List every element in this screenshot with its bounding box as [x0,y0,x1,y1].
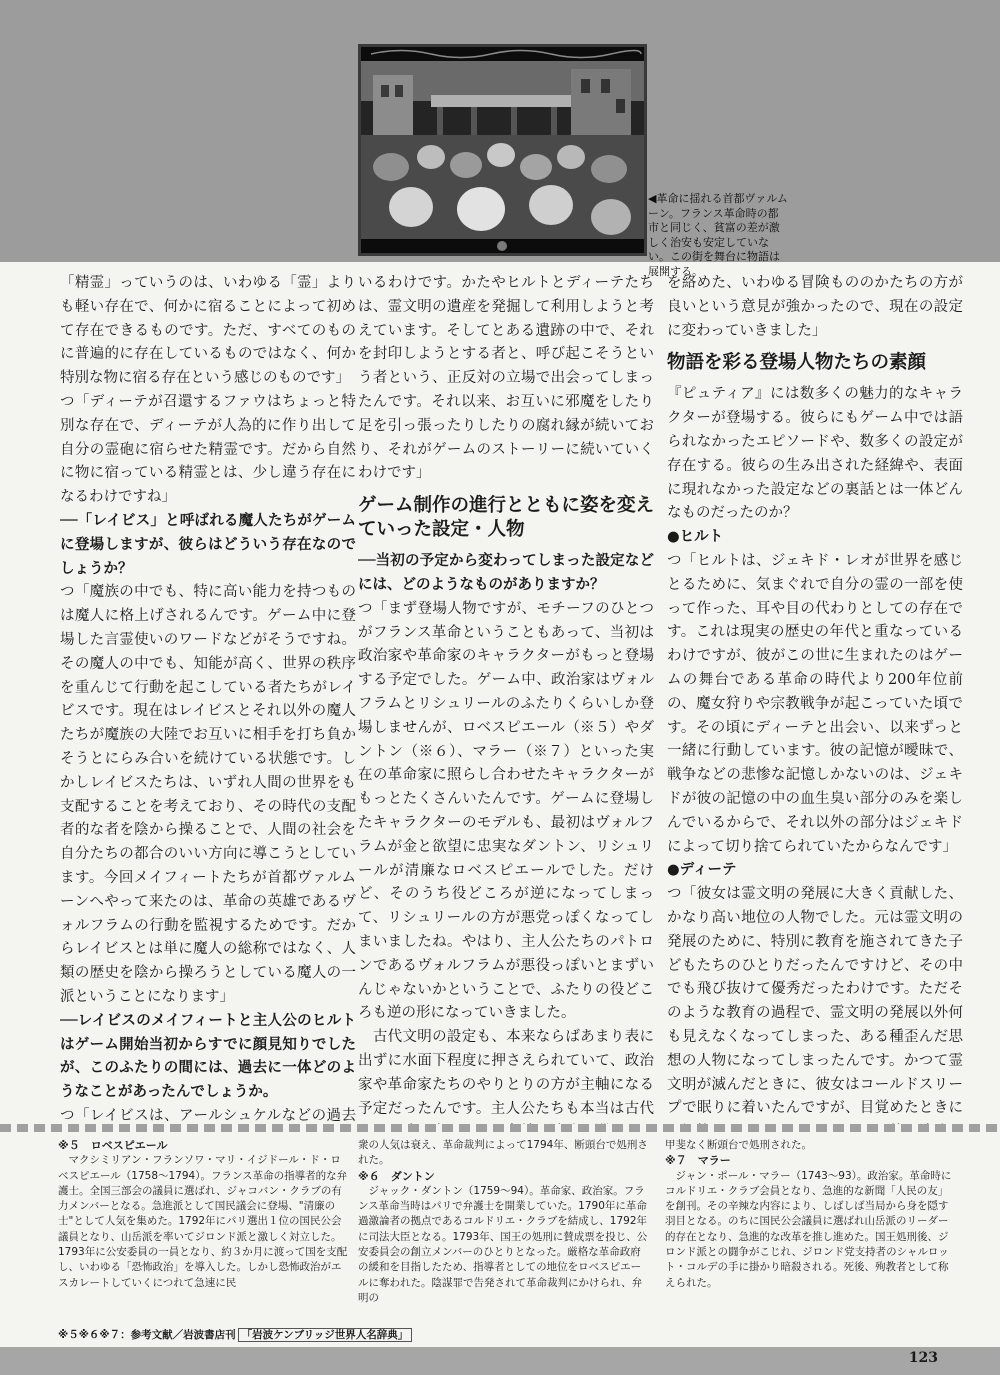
paragraph: を絡めた、いわゆる冒険もののかたちの方が良いという意見が強かったので、現在の設定に変わっていきました」 [667,275,963,339]
footnote-column-2 [358,1138,648,1322]
footnote-column-3 [665,1138,955,1322]
interview-question: ──当初の予定から変わってしまった設定などには、どのようなものがありますか？ [358,553,654,593]
interview-question: ──レイビスのメイフィートと主人公のヒルトはゲーム開始当初からすでに顔見知りでしたが、このふたりの間には、過去に一体どのようなことがあったんでしょうか。 [60,1012,356,1101]
page-number: 123 [908,1350,938,1366]
reference-label: ※５※６※７：参考文献／岩波書店刊 [58,1329,236,1341]
paragraph: つ「レイビスは、アールシュケルなどの過去 [60,1107,356,1124]
footnote-heading: ※６ ダントン [358,1169,435,1183]
section-heading: 物語を彩る登場人物たちの素顔 [667,352,927,374]
section-heading: ゲーム制作の進行とともに姿を変えていった設定・人物 [358,495,654,541]
image-caption: ◀革命に揺れる首都ヴァルムーン。フランス革命時の都市と同じく、貧富の差が激しく治安も安定していない。この街を舞台に物語は展開する。 [648,192,788,278]
reference-book-title: 「岩波ケンブリッジ世界人名辞典」 [238,1328,413,1342]
footnote-heading: ※５ ロベスピエール [58,1139,168,1152]
article-column-3 [667,272,963,1124]
character-heading: ●ディーテ [667,862,737,879]
paragraph: ジャン・ポール・マラー（1743〜93）。政治家。革命時にコルドリエ・クラブ会員となり、急進的な新聞「人民の友」を創刊。その辛辣な内容により、しばしば当局から身を隠す羽目となる。のちに国民公会議員に選ばれ山岳派のリーダー的存在となり、急進的な改革を推し進めた。国王処刑後、ジロンド派との闘争がこじれ、ジロンド党支持者のシャルロット・コルデの手に掛かり暗殺される。死後、殉教者として称えられた。 [665,1169,952,1289]
header-band [0,0,1000,278]
footnote-column-1 [58,1138,348,1322]
paragraph: つ「まず登場人物ですが、モチーフのひとつがフランス革命ということもあって、当初は政治家や革命家のキャラクターがもっと登場する予定でした。ゲーム中、政治家はヴォルフラムとリシュリールのふたりくらいしか登場しませんが、ロベスピエール（※５）やダントン（※６）、マラー（※７）といった実在の革命家に照らし合わせたキャラクターがもっとたくさんいたんです。ゲームに登場したキャラクターのモデルも、最初はヴォルフラムが金と欲望に忠実なダントン、リシュリールが清廉なロベスピエールでした。だけど、そのうち役どころが逆になってしまって、リシュリールの方が悪党っぽくなってしまいましたね。やはり、主人公たちのパトロンであるヴォルフラムが悪役っぽいとまずいんじゃないかということで、ふたりの役どころも逆の形になっていきました。 [358,600,654,1022]
paragraph: ジャック・ダントン（1759〜94）。革命家、政治家。フランス革命当時はパリで弁護士を開業していた。1790年に革命過激論者の拠点であるコルドリエ・クラブを結成し、1792年に司法大臣となる。1793年、国王の処刑に賛成票を投じ、公安委員会の創立メンバーのひとりとなった。厳格な革命政府の緩和を目指したため、指導者としての地位をロベスピエールに奪われた。陰謀罪で告発されて革命裁判にかけられ、弁明の [358,1184,648,1304]
article-column-1 [60,272,356,1124]
paragraph: 「精霊」っていうのは、いわゆる「霊」よりも軽い存在で、何かに宿ることによって初めて存在できるものです。ただ、すべてのものに普遍的に存在しているものではなく、何か特別な物に宿る存在という感じのものです」 [60,275,356,387]
reference-note [58,1328,412,1342]
crowd-scene-illustration [361,47,644,253]
paragraph: 古代文明の設定も、本来ならばあまり表に出ずに水面下程度に押さえられていて、政治家や革命家たちのやりとりの方が主軸になる予定だったんです。主人公たちも本当は古代 [358,1029,654,1117]
paragraph: 衆の人気は衰え、革命裁判によって1794年、断頭台で処刑された。 [358,1139,648,1167]
interview-question: ──「レイビス」と呼ばれる魔人たちがゲームに登場しますが、彼らはどういう存在なのでしょうか？ [60,512,356,577]
paragraph: マクシミリアン・フランソワ・マリ・イジドール・ド・ロベスピエール（1758〜1794）。フランス革命の指導者的な弁護士。全国三部会の議員に選ばれ、ジャコバン・クラブの有力メンバーとなる。急進派として国民議会に登場、"清廉の士"として人気を集めた。1792年にパリ選出１位の国民公会議員となり、山岳派を率いてジロンド派と激しく対立した。1793年に公安委員の一員となり、約３か月に渡って国を支配し、いわゆる「恐怖政治」を導入した。しかし恐怖政治がエスカレートしていくにつれて急速に民 [58,1154,348,1289]
game-screenshot-image [358,44,647,256]
article-column-2 [358,272,654,1124]
paragraph: 『ピュティア』には数多くの魅力的なキャラクターが登場する。彼らにもゲーム中では語られなかったエピソードや、数多くの設定が存在する。彼らの生み出された経緯や、表面に現れなかった設定などの裏話とは一体どんなものだったのか？ [667,386,963,522]
paragraph: つ「ヒルトは、ジェキド・レオが世界を感じとるために、気まぐれで自分の霊の一部を使って作った、耳や目の代わりとしての存在です。これは現実の歴史の年代と重なっているわけですが、彼がこの世に生まれたのはゲームの舞台である革命の時代より200年位前の、魔女狩りや宗教戦争が起こっていた頃です。その頃にディーテと出会い、以来ずっと一緒に行動しています。彼の記憶が曖昧で、戦争などの悲惨な記憶しかないのは、ジェキドが彼の記憶の中の血生臭い部分のみを楽しんでいるからで、それ以外の部分はジェキドによって切り捨てられていたからなんです」 [667,552,963,855]
paragraph: いるわけです。かたやヒルトとディーテたちは、霊文明の遺産を発掘して利用しようと考えています。そしてとある遺跡の中で、それを封印しようとする者と、呼び起こそうという者という、正反対の立場で出会ってしまったんです。それ以来、お互いに邪魔をしたり足を引っ張ったりしたりの腐れ縁が続いており、それがゲームのストーリーに続いていくわけです」 [358,275,654,482]
footnote-heading: ※７ マラー [665,1154,731,1168]
section-divider [0,1124,1000,1132]
paragraph: つ「ディーテが召還するファウはちょっと特別な存在で、ディーテが人為的に作り出して自分の霊砲に宿らせた精霊です。だから自然に物に宿っている精霊とは、少し違う存在になるわけですね」 [60,393,356,506]
paragraph: つ「彼女は霊文明の発展に大きく貢献した、かなり高い地位の人物でした。元は霊文明の発展のために、特別に教育を施されてきた子どもたちのひとりだったんですけど、その中でも飛び抜けて優秀だったわけです。ただそのような教育の過程で、霊文明の発展以外何も見えなくなってしまった、ある種歪んだ思想の人物になってしまったんです。かつて霊文明が滅んだときに、彼女はコールドスリープで眠りに着いたんですが、目覚めたときに [667,886,963,1117]
paragraph: つ「魔族の中でも、特に高い能力を持つものは魔人に格上げされるんです。ゲーム中に登場した言霊使いのワードなどがそうですね。その魔人の中でも、知能が高く、世界の秩序を重んじて行動を起こしている者たちがレイビスです。現在はレイビスとそれ以外の魔人たちが魔族の大陸でお互いに相手を打ち負かそうとにらみ合いを続けている状態です。しかしレイビスたちは、いずれ人間の世界をも支配することを考えており、その時代の支配者的な者を陰から操ることで、人間の社会を自分たちの都合のいい方向に導こうとしています。今回メイフィートたちが首都ヴァルムーンへやって来たのは、革命の英雄であるヴォルフラムの行動を監視するためです。だからレイビスとは単に魔人の総称ではなく、人類の歴史を陰から操ろうとしている魔人の一派ということになります」 [60,584,356,1005]
footer-band [0,1347,1000,1375]
paragraph: 甲斐なく断頭台で処刑された。 [665,1139,812,1151]
character-heading: ●ヒルト [667,529,724,546]
